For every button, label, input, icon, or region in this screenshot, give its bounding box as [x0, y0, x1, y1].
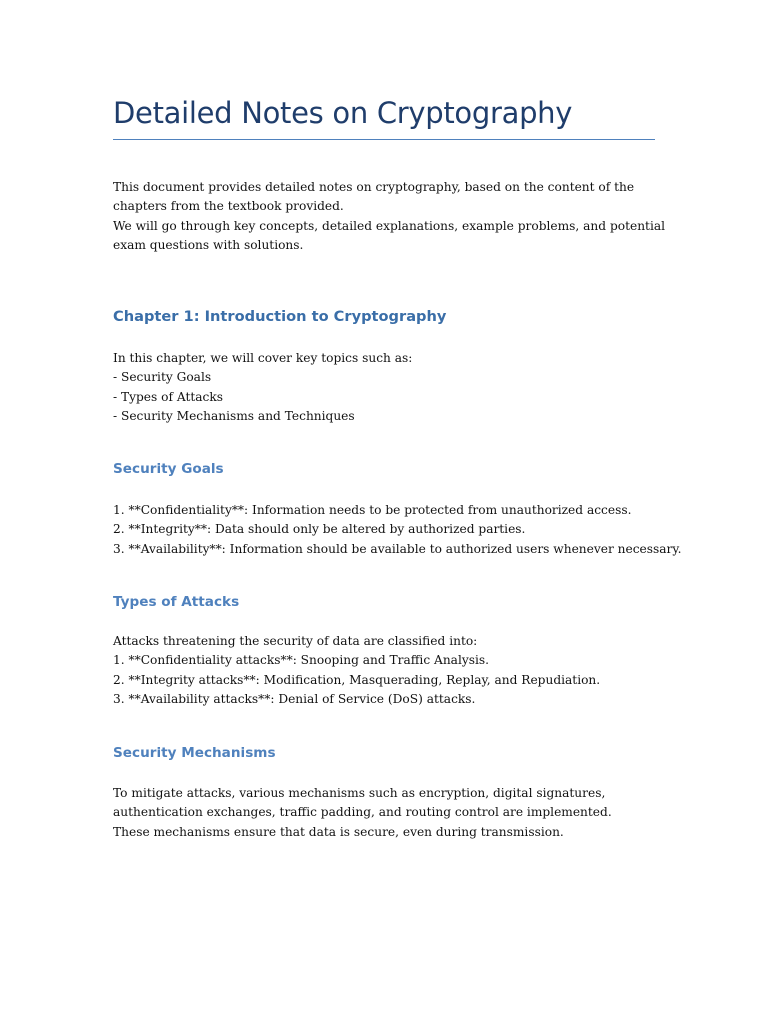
- attack-line: 2. **Integrity attacks**: Modification, Masquerading, Replay, and Repudiation.: [113, 672, 601, 687]
- intro-line: This document provides detailed notes on cryptography, based on the content of the: [113, 180, 635, 194]
- title-underline: [113, 139, 655, 140]
- security-goal-item: 2. **Integrity**: Data should only be altered by authorized parties.: [113, 522, 526, 537]
- chapter-1-line: - Security Mechanisms and Techniques: [113, 409, 355, 424]
- chapter-1-line: - Types of Attacks: [113, 389, 223, 404]
- chapter-1-heading: Chapter 1: Introduction to Cryptography: [113, 308, 447, 325]
- intro-paragraph: [113, 178, 673, 256]
- document-title: Detailed Notes on Cryptography: [113, 96, 573, 130]
- intro-line: We will go through key concepts, detailed explanations, example problems, and potential: [113, 218, 666, 233]
- mechanism-line: authentication exchanges, traffic padding, and routing control are implemented.: [113, 805, 612, 820]
- security-goal-item: 3. **Availability**: Information should be available to authorized users whenever necessary.: [113, 541, 682, 556]
- attack-line: Attacks threatening the security of data are classified into:: [113, 634, 478, 648]
- chapter-1-line: - Security Goals: [113, 370, 212, 385]
- intro-line: chapters from the textbook provided.: [113, 199, 344, 214]
- attack-line: 1. **Confidentiality attacks**: Snooping and Traffic Analysis.: [113, 653, 490, 668]
- security-goal-item: 1. **Confidentiality**: Information needs to be protected from unauthorized access.: [113, 503, 632, 517]
- security-mechanisms-heading: Security Mechanisms: [113, 745, 276, 761]
- mechanism-line: These mechanisms ensure that data is secure, even during transmission.: [113, 824, 564, 839]
- mechanism-line: To mitigate attacks, various mechanisms such as encryption, digital signatures,: [113, 786, 606, 800]
- types-of-attacks-list: [113, 632, 673, 710]
- chapter-1-intro: [113, 349, 673, 427]
- chapter-1-line: In this chapter, we will cover key topics such as:: [113, 351, 413, 365]
- security-mechanisms-paragraph: [113, 784, 673, 842]
- attack-line: 3. **Availability attacks**: Denial of Service (DoS) attacks.: [113, 692, 476, 707]
- types-of-attacks-heading: Types of Attacks: [113, 594, 240, 610]
- security-goals-heading: Security Goals: [113, 461, 224, 477]
- security-goals-list: [113, 501, 682, 559]
- intro-line: exam questions with solutions.: [113, 238, 304, 253]
